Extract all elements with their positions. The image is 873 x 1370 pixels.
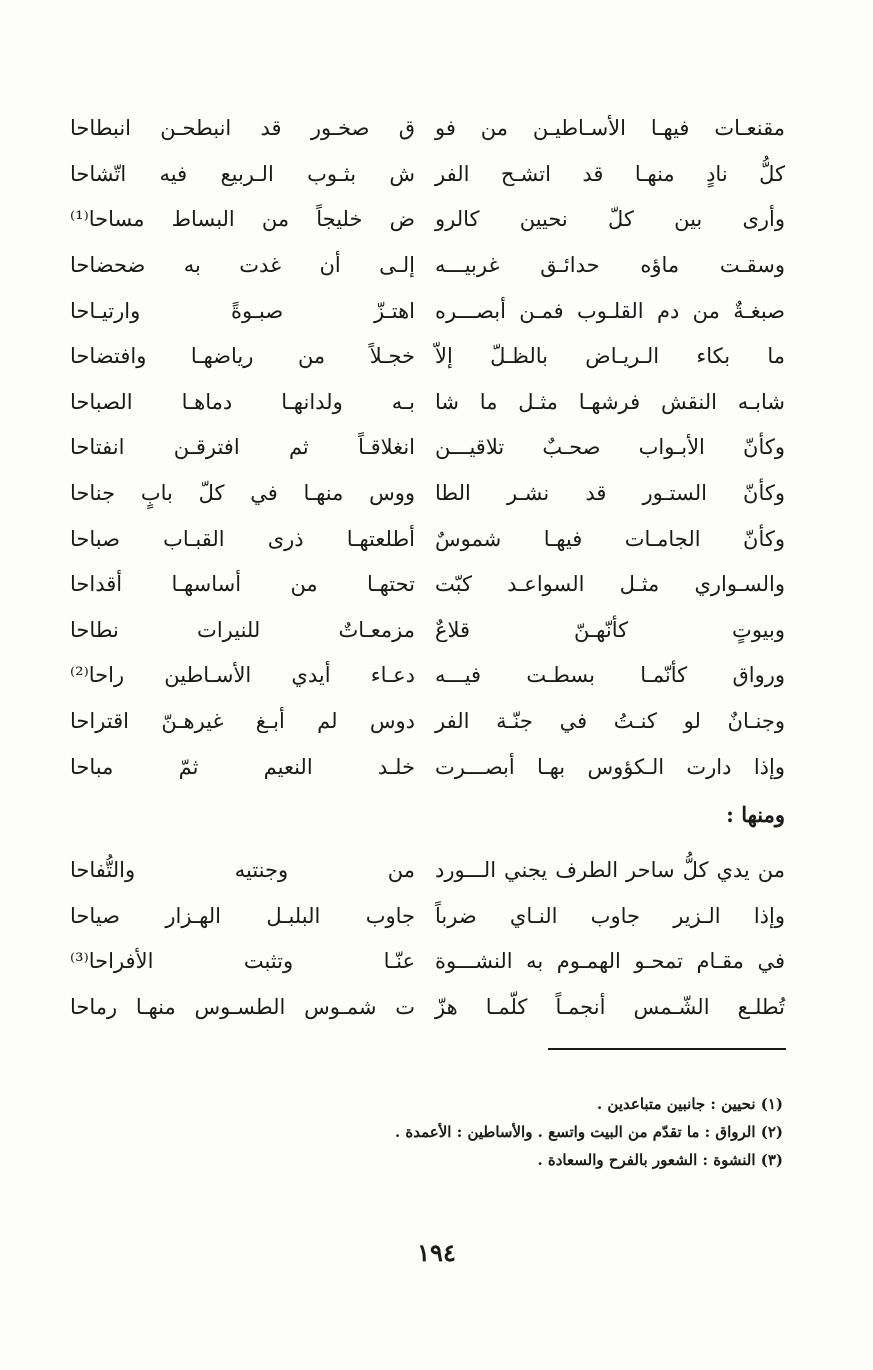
verse-second-hemistich: مزمعـاتٌ للنيرات نطاحا xyxy=(70,617,415,642)
verse-line xyxy=(70,608,785,654)
verse-first-hemistich: وجنـانٌ لو كنـتُ في جنّـة الفر xyxy=(435,709,785,734)
verse-second-hemistich: بـه ولدانهـا دماهـا الصباحا xyxy=(70,389,415,414)
verse-first-hemistich: صبغـةٌ من دم القلـوب فمـن أبصـــره xyxy=(435,298,785,323)
verse-second-hemistich: جاوب البلبـل الهـزار صياحا xyxy=(70,903,415,928)
verse-first-hemistich: وكأنّ الأبـواب صحـبٌ تلاقيـــن xyxy=(435,435,785,460)
verse-first-hemistich: كلُّ نادٍ منهـا قد اتشـح الفر xyxy=(435,161,785,186)
verse-first-hemistich: وإذا الـزير جاوب النـاي ضرباً xyxy=(435,903,785,928)
verse-line xyxy=(70,243,785,289)
verse-line xyxy=(70,699,785,745)
page-number: ١٩٤ xyxy=(417,1238,456,1267)
verse-first-hemistich: ورواق كأنّمـا بسطـت فيـــه xyxy=(435,663,785,688)
verse-second-hemistich: خلـد النعيم ثمّ مباحا xyxy=(70,754,415,779)
verse-second-hemistich: تحتهـا من أساسهـا أقداحا xyxy=(70,572,415,597)
footnote-3: (٣) النشوة : الشعور بالفرح والسعادة . xyxy=(537,1151,783,1169)
verse-first-hemistich: مقنعـات فيهـا الأسـاطيـن من فو xyxy=(435,116,785,141)
footnotes xyxy=(83,1090,783,1174)
verse-second-hemistich: ض خليجاً من البساط مساحا⁽¹⁾ xyxy=(70,207,415,232)
verse-second-hemistich: دوس لم أبـغ غيرهـنّ اقتراحا xyxy=(70,709,415,734)
verse-line xyxy=(70,152,785,198)
section-label: ومنها : xyxy=(726,802,785,827)
verse-second-hemistich: ق صخـور قد انبطحـن انبطاحا xyxy=(70,116,415,141)
verse-second-hemistich: ش بثـوب الـربيع فيه اتّشاحا xyxy=(70,161,415,186)
verse-first-hemistich: وأرى بين كلّ نحيين كالرو xyxy=(435,207,785,232)
verse-first-hemistich: من يدي كلُّ ساحر الطرف يجني الـــورد xyxy=(435,858,785,883)
verse-line xyxy=(70,516,785,562)
verse-second-hemistich: أطلعتهـا ذرى القبـاب صباحا xyxy=(70,526,415,551)
footnote-2: (٢) الرواق : ما تقدّم من البيت واتسع . والأساطين : الأعمدة . xyxy=(394,1123,783,1141)
verse-second-hemistich: ووس منهـا في كلّ بابٍ جناحا xyxy=(70,481,415,506)
poem-section-1 xyxy=(70,106,785,790)
verse-line xyxy=(70,653,785,699)
verse-second-hemistich: ت شمـوس الطسـوس منهـا رماحا xyxy=(70,995,415,1020)
verse-line xyxy=(70,471,785,517)
verse-line xyxy=(70,894,785,940)
verse-second-hemistich: من وجنتيه والتُّفاحا xyxy=(70,858,415,883)
verse-second-hemistich: خجـلاً من رياضهـا وافتضاحا xyxy=(70,344,415,369)
footnote-separator xyxy=(548,1048,786,1050)
verse-line xyxy=(70,939,785,985)
verse-first-hemistich: وسقـت ماؤه حدائـق غربيـــه xyxy=(435,253,785,278)
verse-first-hemistich: وكأنّ الجامـات فيهـا شموسٌ xyxy=(435,526,785,551)
verse-line xyxy=(70,848,785,894)
verse-first-hemistich: شابـه النقش فرشهـا مثـل ما شا xyxy=(435,389,785,414)
verse-second-hemistich: اهتـزّ صبـوةً وارتيـاحا xyxy=(70,298,415,323)
verse-first-hemistich: والسـواري مثـل السواعـد كبّت xyxy=(435,572,785,597)
verse-line xyxy=(70,288,785,334)
verse-line xyxy=(70,197,785,243)
verse-line xyxy=(70,562,785,608)
poem-section-2 xyxy=(70,848,785,1030)
verse-line xyxy=(70,380,785,426)
verse-first-hemistich: تُطلـع الشّـمس أنجمـاً كلّمـا هزّ xyxy=(435,995,785,1020)
verse-first-hemistich: وبيوتٍ كأنّهـنّ قلاعٌ xyxy=(435,617,785,642)
verse-first-hemistich: في مقـام تمحـو الهمـوم به النشـــوة xyxy=(435,949,785,974)
verse-second-hemistich: إلـى أن غدت به ضحضاحا xyxy=(70,253,415,278)
footnote-1: (١) نحيين : جانبين متباعدين . xyxy=(596,1095,783,1113)
verse-second-hemistich: دعـاء أيدي الأسـاطين راحا⁽²⁾ xyxy=(70,663,415,688)
verse-line xyxy=(70,334,785,380)
verse-first-hemistich: ما بكاء الـريـاض بالظـلّ إلاّ xyxy=(435,344,785,369)
verse-second-hemistich: عنّـا وتثبت الأفراحا⁽³⁾ xyxy=(70,949,415,974)
verse-line xyxy=(70,106,785,152)
verse-line xyxy=(70,985,785,1031)
verse-line xyxy=(70,425,785,471)
verse-line xyxy=(70,744,785,790)
verse-second-hemistich: انغلاقـاً ثم افترقـن انفتاحا xyxy=(70,435,415,460)
verse-first-hemistich: وإذا دارت الـكؤوس بهـا أبصـــرت xyxy=(435,754,785,779)
verse-first-hemistich: وكأنّ الستـور قد نشـر الطا xyxy=(435,481,785,506)
